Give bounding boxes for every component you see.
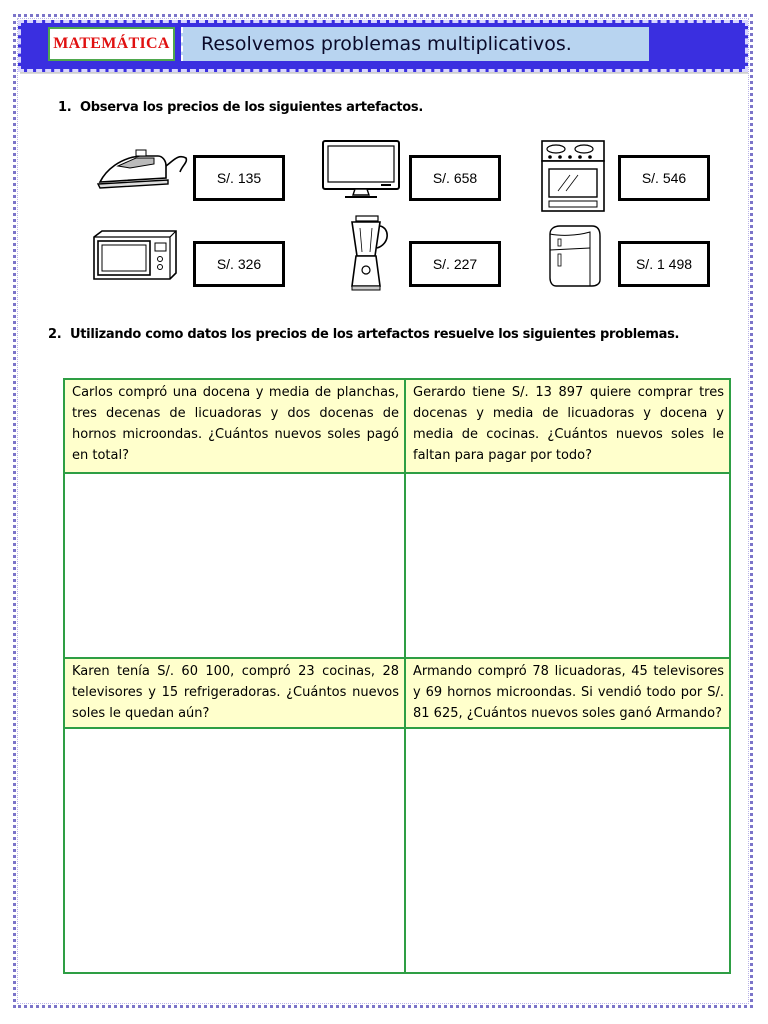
price-refrigerator: S/. 1 498 [635,256,693,272]
problem-3-statement: Karen tenía S/. 60 100, compró 23 cocinas, 28 televisores y 15 refrigeradoras. ¿Cuántos nuevos soles le quedan aún? [64,658,405,728]
problems-table [63,378,731,974]
table-row [64,379,730,473]
table-row [64,473,730,658]
problem-3-answer-space[interactable] [64,728,405,973]
problem-4-answer-space[interactable] [405,728,730,973]
problem-2-answer-space[interactable] [405,473,730,658]
question-2-number: 2. [48,327,62,342]
question-1-number: 1. [58,100,72,115]
price-box-refrigerator [618,241,710,287]
subject-label: MATEMÁTICA [53,35,170,52]
title-box [181,27,649,61]
price-box-blender [409,241,501,287]
problem-1-statement: Carlos compró una docena y media de planchas, tres decenas de licuadoras y dos docenas de hornos microondas. ¿Cuántos nuevos soles pagó en total? [64,379,405,473]
problem-1-answer-space[interactable] [64,473,405,658]
iron-icon [96,146,188,190]
stove-icon [540,139,606,213]
price-box-microwave [193,241,285,287]
price-microwave: S/. 326 [216,256,262,272]
price-tv: S/. 658 [432,170,478,186]
problem-4-statement: Armando compró 78 licuadoras, 45 televisores y 69 hornos microondas. Si vendió todo por S/. 81 625, ¿Cuántos nuevos soles ganó Armando? [405,658,730,728]
question-2-text: Utilizando como datos los precios de los artefactos resuelve los siguientes problemas. [70,327,680,342]
question-2 [48,327,679,342]
tv-icon [321,139,401,199]
page-title: Resolvemos problemas multiplicativos. [201,33,572,55]
price-stove: S/. 546 [641,170,687,186]
price-iron: S/. 135 [216,170,262,186]
refrigerator-icon [546,224,602,288]
table-row [64,658,730,728]
problem-2-statement: Gerardo tiene S/. 13 897 quiere comprar tres docenas y media de licuadoras y docena y media de cocinas. ¿Cuántos nuevos soles le faltan para pagar por todo? [405,379,730,473]
question-1 [58,100,423,115]
table-row [64,728,730,973]
blender-icon [344,214,392,292]
price-blender: S/. 227 [432,256,478,272]
price-box-tv [409,155,501,201]
price-box-stove [618,155,710,201]
question-1-text: Observa los precios de los siguientes artefactos. [80,100,423,115]
price-box-iron [193,155,285,201]
subject-box [48,27,175,61]
microwave-icon [92,229,178,281]
